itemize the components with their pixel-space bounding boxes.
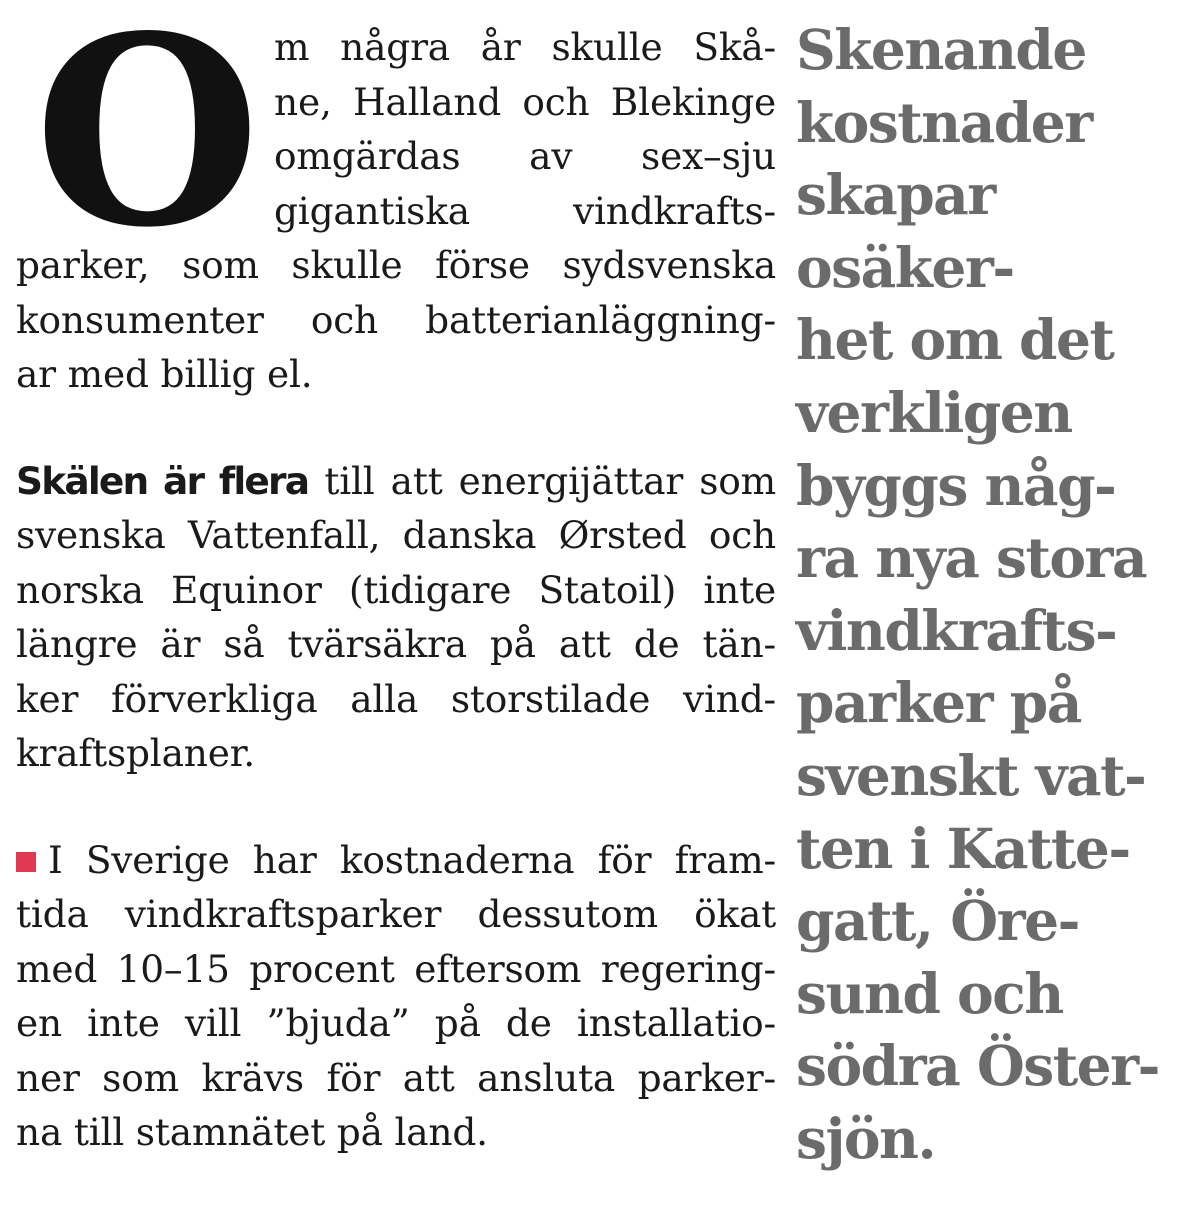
paragraph-line: ner som krävs för att ansluta parker- <box>16 1055 776 1100</box>
third-paragraph <box>16 833 776 1160</box>
paragraph-line: med 10–15 procent eftersom regering- <box>16 946 776 991</box>
pull-quote-line: sjön. <box>796 1105 936 1171</box>
intro-paragraph <box>16 0 776 402</box>
paragraph-line: svenska Vattenfall, danska Ørsted och <box>16 513 776 557</box>
intro-line: gigantiska vindkrafts- <box>274 188 776 233</box>
paragraph-line: en inte vill ”bjuda” på de installatio- <box>16 1001 776 1045</box>
pull-quote-line: verkligen <box>796 379 1072 445</box>
paragraph-line: kraftsplaner. <box>16 731 256 775</box>
pull-quote-line: Skenande <box>796 17 1086 82</box>
pull-quote-line: skapar <box>796 162 995 228</box>
square-bullet-icon <box>16 852 36 872</box>
pull-quote-line: gatt, Öre- <box>796 888 1079 954</box>
second-paragraph <box>16 454 776 781</box>
paragraph-line <box>16 833 776 888</box>
intro-line: parker, som skulle förse sydsvenska <box>16 243 776 287</box>
paragraph-line <box>16 454 776 509</box>
lead-in-text: Skälen är flera <box>16 458 309 503</box>
intro-line: m några år skulle Skå- <box>274 25 776 69</box>
intro-line: omgärdas av sex–sju <box>274 134 776 178</box>
paragraph-line: tida vindkraftsparker dessutom ökat <box>16 892 776 936</box>
article-body <box>16 0 776 1160</box>
pull-quote-line: ten i Katte- <box>796 815 1130 881</box>
pull-quote-line: kostnader <box>796 89 1092 155</box>
drop-cap: O <box>34 0 261 285</box>
pull-quote-line: parker på <box>796 670 1081 736</box>
pull-quote <box>796 14 1192 1176</box>
pull-quote-line: het om det <box>796 307 1114 373</box>
intro-line: ne, Halland och Blekinge <box>274 79 776 124</box>
paragraph-line: na till stamnätet på land. <box>16 1110 488 1154</box>
pull-quote-line: svenskt vat- <box>796 742 1146 808</box>
pull-quote-line: ra nya stora <box>796 525 1147 591</box>
pull-quote-line: osäker- <box>796 234 1014 300</box>
paragraph-line: ker förverkliga alla storstilade vind- <box>16 676 776 721</box>
intro-line: ar med billig el. <box>16 352 313 396</box>
pull-quote-line: sund och <box>796 960 1063 1026</box>
lead-in-rest: till att energijättar som <box>324 458 776 503</box>
intro-line: konsumenter och batterianläggning- <box>16 297 776 342</box>
paragraph-line: längre är så tvärsäkra på att de tän- <box>16 622 776 666</box>
pull-quote-line: södra Öster- <box>796 1033 1159 1099</box>
paragraph-line: norska Equinor (tidigare Statoil) inte <box>16 567 776 612</box>
pull-quote-line: vindkrafts- <box>796 597 1117 663</box>
pull-quote-line: byggs någ- <box>796 452 1116 518</box>
bullet-text: I Sverige har kostnaderna för fram- <box>48 837 776 882</box>
